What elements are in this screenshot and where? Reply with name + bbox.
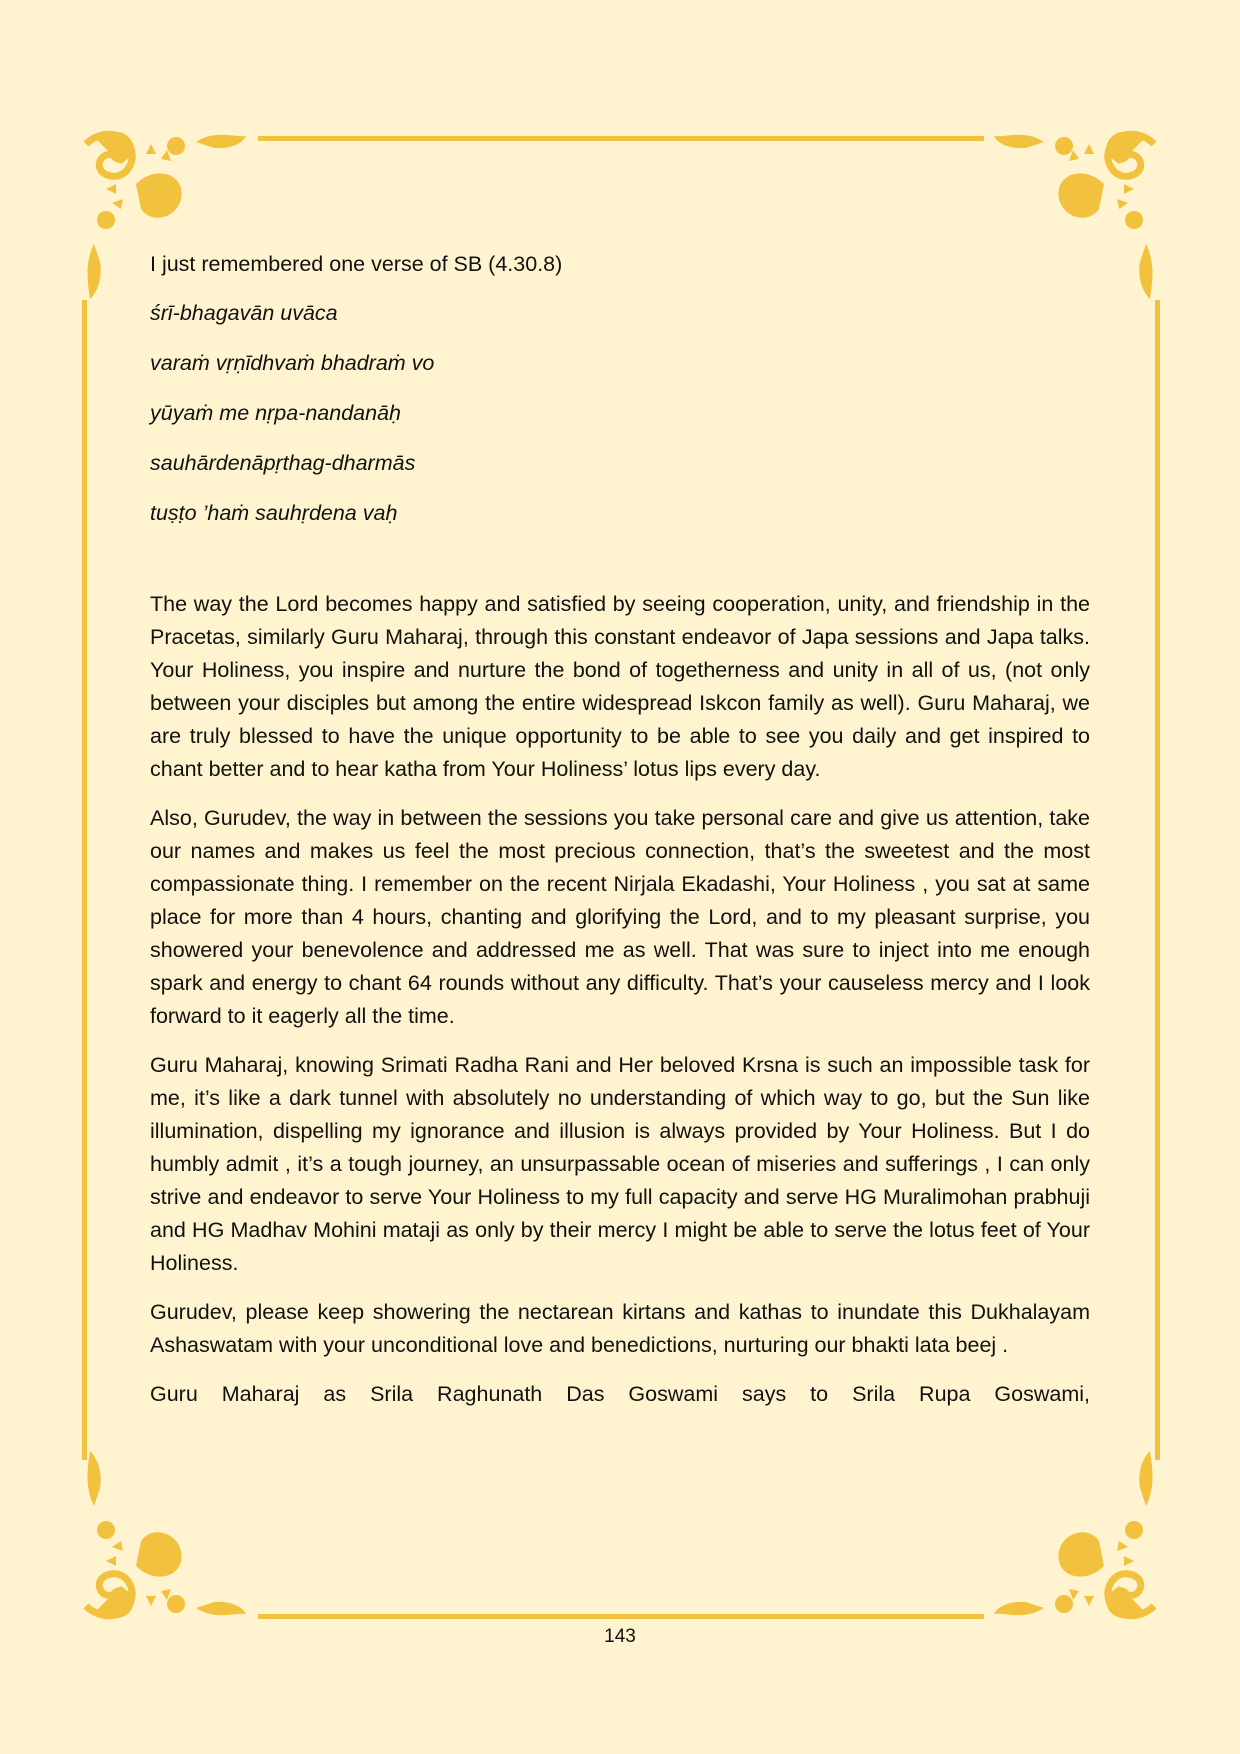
verse-line: tuṣṭo ’haṁ sauhṛdena vaḥ [150,501,398,525]
intro-line: I just remembered one verse of SB (4.30.8) [150,252,563,276]
page-number: 143 [604,1626,636,1647]
verse-line: yūyaṁ me nṛpa-nandanāḥ [150,401,401,425]
page-body [150,248,1090,1427]
sanskrit-verse [150,297,1090,530]
border-bottom-line [258,1614,984,1619]
paragraph: Also, Gurudev, the way in between the sessions you take personal care and give us attention, take our names and makes us feel the most precious connection, that’s the sweetest and the most compassionate thing. I remember on the recent Nirjala Ekadashi, Your Holiness , you sat at same place for more than 4 hours, chanting and glorifying the Lord, and to my pleasant surprise, you showered your benevolence and addressed me as well. That was sure to inject into me enough spark and energy to chant 64 rounds without any difficulty. That’s your causeless mercy and I look forward to it eagerly all the time. [150,806,1090,1028]
border-left-line [82,300,87,1460]
paragraph: Guru Maharaj, knowing Srimati Radha Rani and Her beloved Krsna is such an impossible task for me, it’s like a dark tunnel with absolutely no understanding of which way to go, but the Sun like illumination, dispelling my ignorance and illusion is always provided by Your Holiness. But I do humbly admit , it’s a tough journey, an unsurpassable ocean of miseries and sufferings , I can only strive and endeavor to serve Your Holiness to my full capacity and serve HG Muralimohan prabhuji and HG Madhav Mohini mataji as only by their mercy I might be able to serve the lotus feet of Your Holiness. [150,1053,1090,1275]
corner-ornament-bottom-right-icon [984,1446,1164,1626]
border-right-line [1155,300,1160,1460]
verse-line: śrī-bhagavān uvāca [150,301,338,325]
verse-line: varaṁ vṛṇīdhvaṁ bhadraṁ vo [150,351,435,375]
corner-ornament-bottom-left-icon [76,1446,256,1626]
paragraph: Gurudev, please keep showering the nectarean kirtans and kathas to inundate this Dukhalayam Ashaswatam with your unconditional love and benedictions, nurturing our bhakti lata beej . [150,1300,1090,1357]
verse-line: sauhārdenāpṛthag-dharmās [150,451,416,475]
border-top-line [258,136,984,141]
paragraph: Guru Maharaj as Srila Raghunath Das Goswami says to Srila Rupa Goswami, [150,1382,1090,1406]
paragraph: The way the Lord becomes happy and satisfied by seeing cooperation, unity, and friendship in the Pracetas, similarly Guru Maharaj, through this constant endeavor of Japa sessions and Japa talks. Your Holiness, you inspire and nurture the bond of togetherness and unity in all of us, (not only between your disciples but among the entire widespread Iskcon family as well). Guru Maharaj, we are truly blessed to have the unique opportunity to be able to see you daily and get inspired to chant better and to hear katha from Your Holiness’ lotus lips every day. [150,592,1090,781]
